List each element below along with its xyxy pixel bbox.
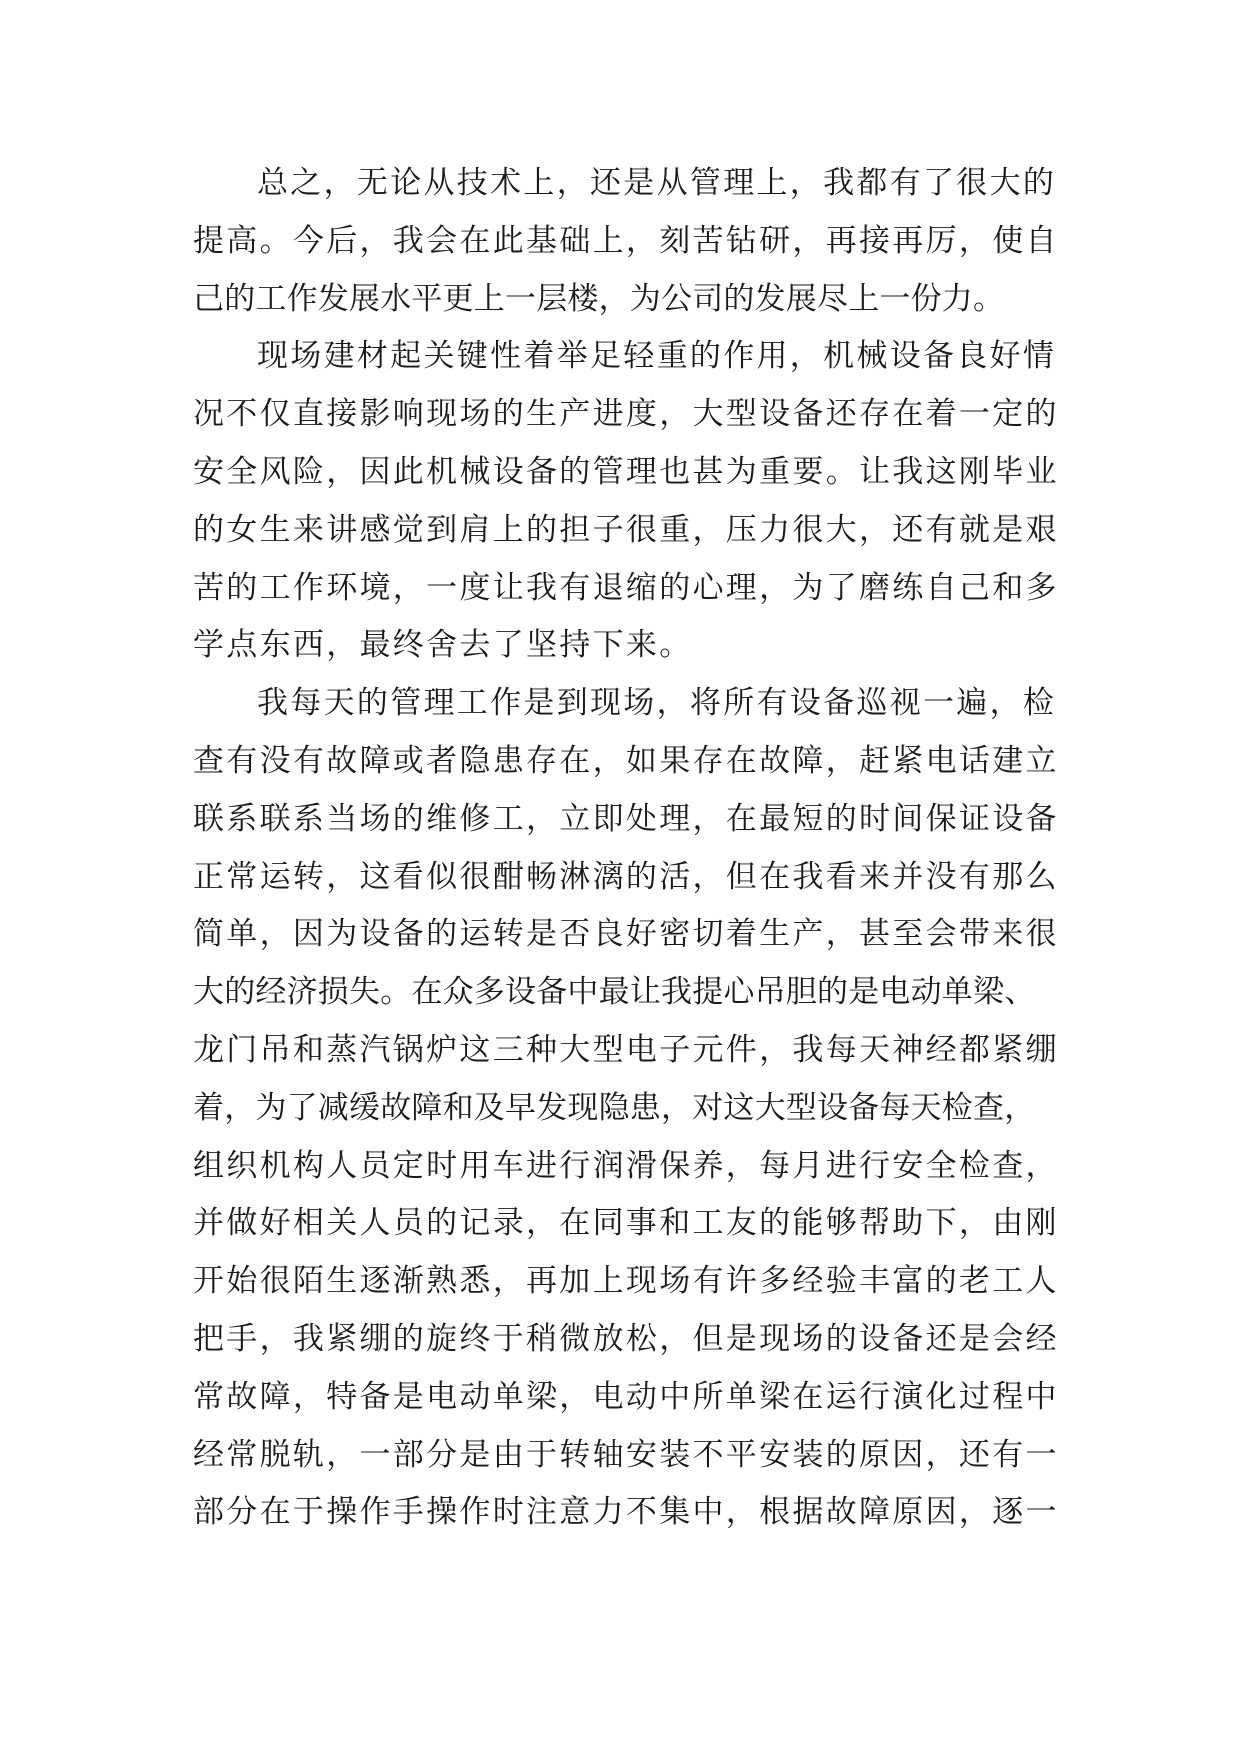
- paragraph-1-line-3: 己的工作发展水平更上一层楼，为公司的发展尽上一份力。: [193, 280, 1005, 317]
- document-body: [193, 155, 1063, 1542]
- paragraph-3-line-1: 我每天的管理工作是到现场，将所有设备巡视一遍，检: [257, 685, 1057, 722]
- paragraph-2-line-1: 现场建材起关键性着举足轻重的作用，机械设备良好情: [257, 338, 1057, 375]
- paragraph-3-line-12: 把手，我紧绷的旋终于稍微放松，但是现场的设备还是会经: [193, 1320, 1059, 1357]
- paragraph-3-line-4: 正常运转，这看似很酣畅淋漓的活，但在我看来并没有那么: [193, 858, 1059, 895]
- paragraph-2-line-6: 学点东西，最终舍去了坚持下来。: [193, 627, 693, 664]
- paragraph-3-line-2: 查有没有故障或者隐患存在，如果存在故障，赶紧电话建立: [193, 742, 1059, 779]
- paragraph-1-line-2: 提高。今后，我会在此基础上，刻苦钻研，再接再厉，使自: [193, 222, 1059, 259]
- paragraph-2-line-2: 况不仅直接影响现场的生产进度，大型设备还存在着一定的: [193, 396, 1059, 433]
- paragraph-3-line-11: 开始很陌生逐渐熟悉，再加上现场有许多经验丰富的老工人: [193, 1263, 1059, 1300]
- paragraph-1-line-1: 总之，无论从技术上，还是从管理上，我都有了很大的: [257, 165, 1057, 201]
- paragraph-3-line-14: 经常脱轨，一部分是由于转轴安装不平安装的原因，还有一: [193, 1436, 1059, 1473]
- paragraph-3-line-8: 着，为了减缓故障和及早发现隐患，对这大型设备每天检查，: [193, 1089, 1036, 1126]
- paragraph-2-line-5: 苦的工作环境，一度让我有退缩的心理，为了磨练自己和多: [193, 569, 1059, 606]
- paragraph-3-line-3: 联系联系当场的维修工，立即处理，在最短的时间保证设备: [193, 800, 1059, 837]
- paragraph-3-line-7: 龙门吊和蒸汽锅炉这三种大型电子元件，我每天神经都紧绷: [193, 1031, 1059, 1068]
- paragraph-2-line-3: 安全风险，因此机械设备的管理也甚为重要。让我这刚毕业: [193, 453, 1059, 490]
- paragraph-3-line-6: 大的经济损失。在众多设备中最让我提心吊胆的是电动单梁、: [193, 974, 1036, 1011]
- paragraph-3-line-13: 常故障，特备是电动单梁，电动中所单梁在运行演化过程中: [193, 1378, 1059, 1415]
- paragraph-3-line-10: 并做好相关人员的记录，在同事和工友的能够帮助下，由刚: [193, 1205, 1059, 1242]
- paragraph-3-line-15: 部分在于操作手操作时注意力不集中，根据故障原因，逐一: [193, 1494, 1059, 1531]
- paragraph-3-line-5: 简单，因为设备的运转是否良好密切着生产，甚至会带来很: [193, 916, 1059, 953]
- paragraph-3-line-9: 组织机构人员定时用车进行润滑保养，每月进行安全检查，: [193, 1147, 1059, 1184]
- paragraph-2-line-4: 的女生来讲感觉到肩上的担子很重，压力很大，还有就是艰: [193, 511, 1059, 548]
